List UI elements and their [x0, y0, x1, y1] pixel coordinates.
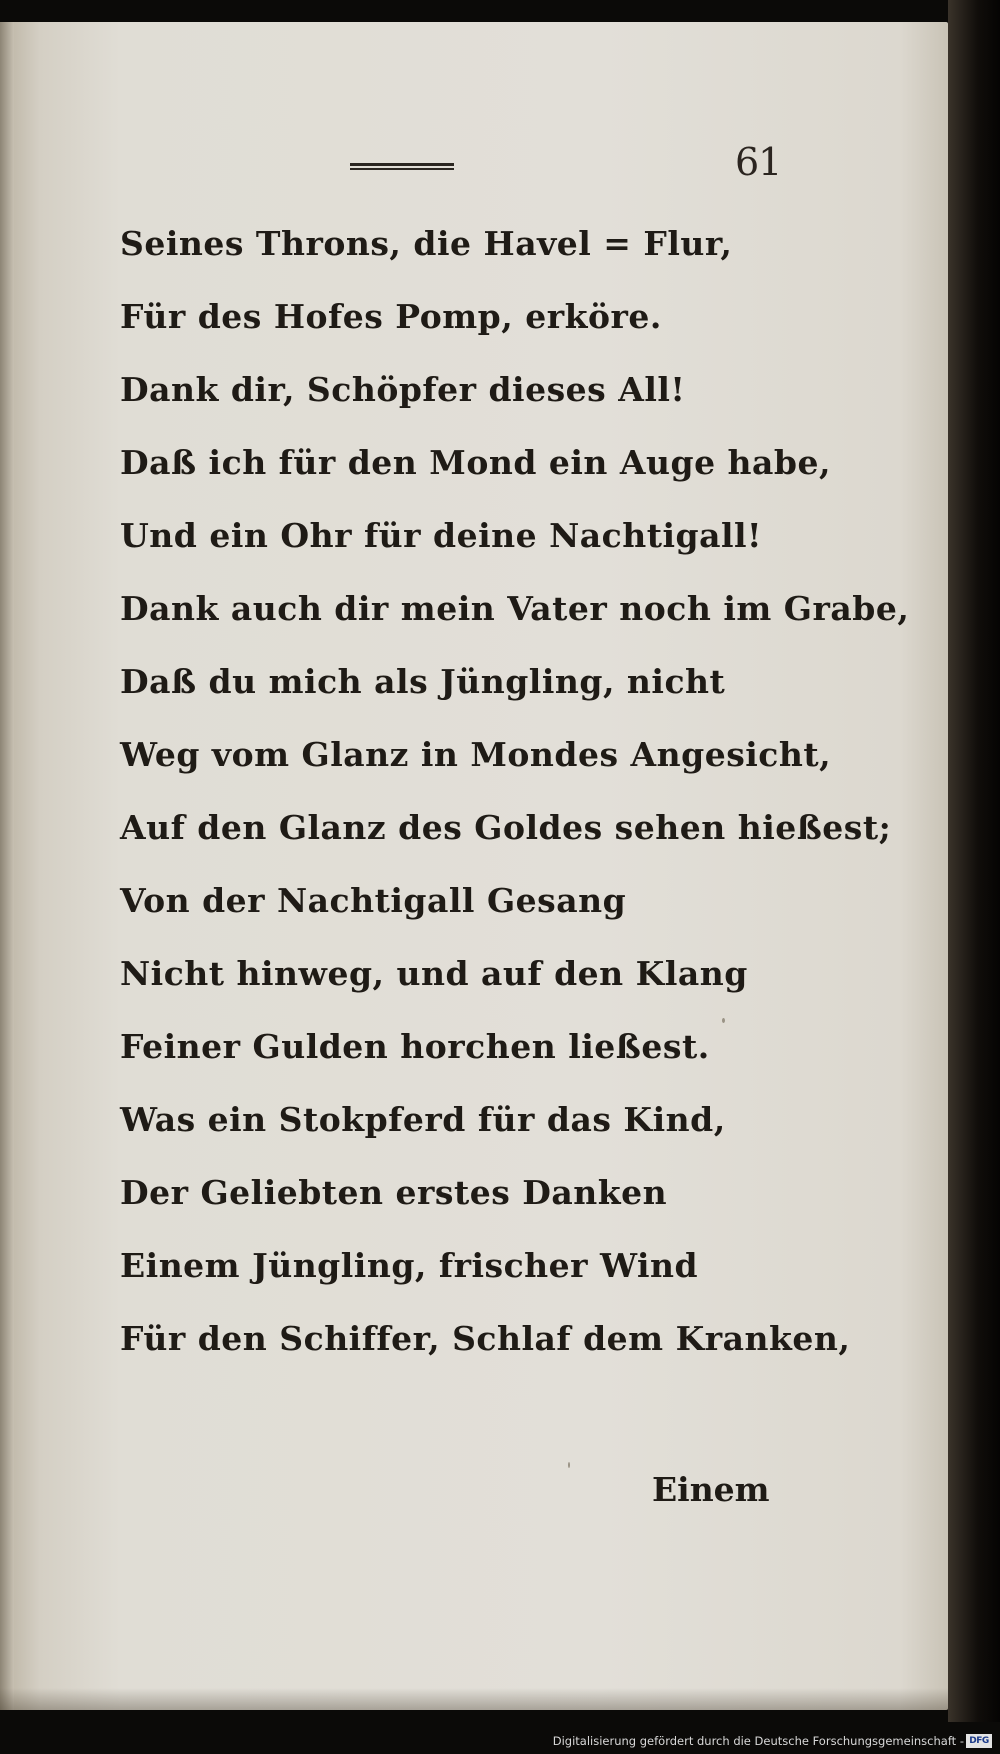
page-shadow	[0, 1688, 948, 1710]
poem-line: Von der Nachtigall Gesang	[120, 881, 627, 920]
page-gutter	[0, 22, 14, 1710]
catchword: Einem	[652, 1470, 770, 1509]
book-page	[0, 22, 948, 1710]
poem-line: Was ein Stokpferd für das Kind,	[120, 1100, 726, 1139]
poem-line: Und ein Ohr für deine Nachtigall!	[120, 516, 763, 555]
poem-line: Daß du mich als Jüngling, nicht	[120, 662, 726, 701]
poem-line: Nicht hinweg, und auf den Klang	[120, 954, 748, 993]
poem-line: Dank auch dir mein Vater noch im Grabe,	[120, 589, 910, 628]
poem-line: Einem Jüngling, frischer Wind	[120, 1246, 699, 1285]
poem-line: Auf den Glanz des Goldes sehen hießest;	[120, 808, 892, 847]
poem-line: Weg vom Glanz in Mondes Angesicht,	[120, 735, 832, 774]
poem-line: Für des Hofes Pomp, erköre.	[120, 297, 662, 336]
book-edge-shadow	[948, 0, 1000, 1754]
page-number: 61	[735, 140, 782, 184]
poem-line: Feiner Gulden horchen ließest.	[120, 1027, 710, 1066]
dfg-logo: DFG	[966, 1734, 992, 1748]
poem-line: Für den Schiffer, Schlaf dem Kranken,	[120, 1319, 851, 1358]
poem-line: Dank dir, Schöpfer dieses All!	[120, 370, 686, 409]
poem-line: Der Geliebten erstes Danken	[120, 1173, 668, 1212]
paper-speck	[568, 1462, 570, 1468]
poem-line: Seines Throns, die Havel = Flur,	[120, 224, 733, 263]
paper-speck	[722, 1018, 725, 1023]
header-ornament-rule	[350, 161, 454, 173]
funding-credit: Digitalisierung gefördert durch die Deutsche Forschungsgemeinschaft -	[552, 1734, 964, 1748]
poem-line: Daß ich für den Mond ein Auge habe,	[120, 443, 831, 482]
